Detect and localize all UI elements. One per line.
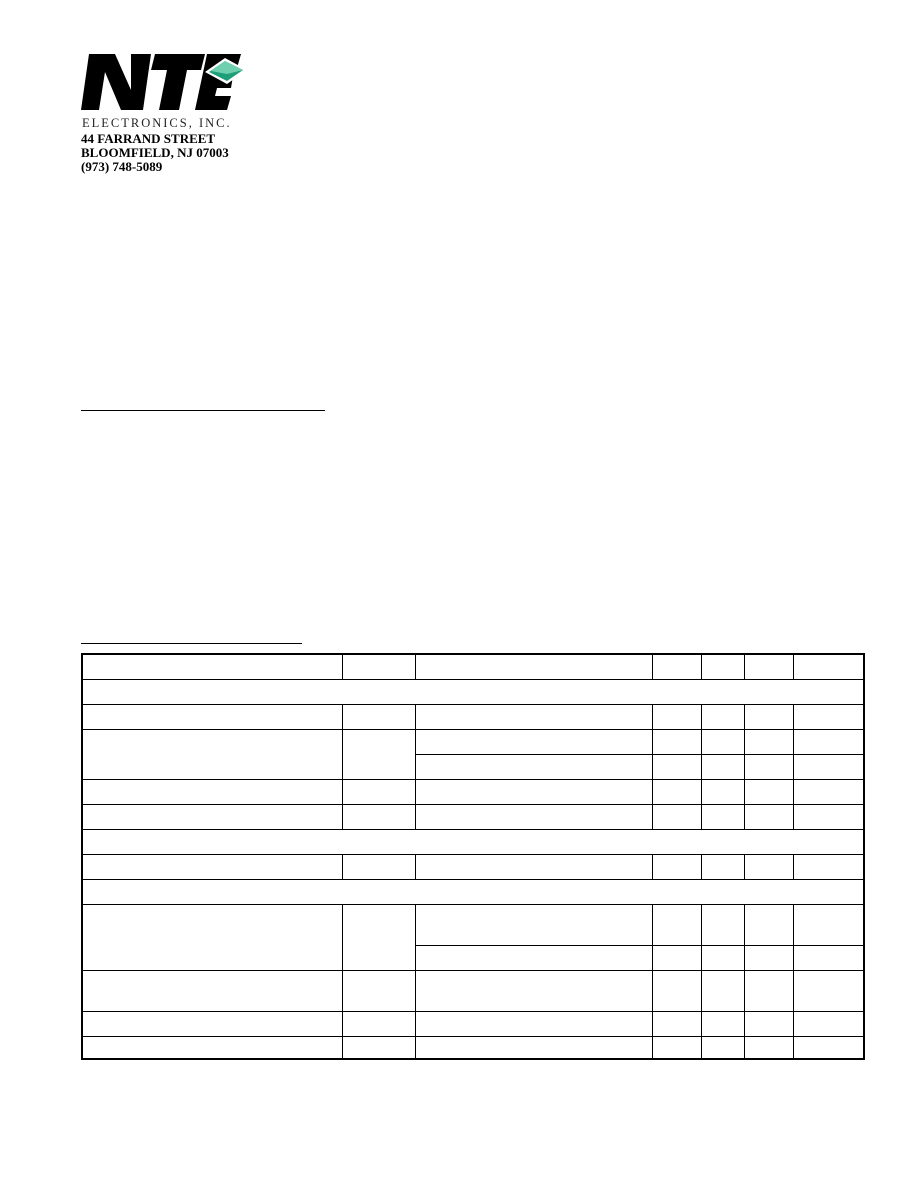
address-phone: (973) 748-5089: [81, 159, 163, 174]
table-header-row: [82, 654, 864, 680]
header-test-conditions: [415, 654, 652, 680]
table-row: [82, 905, 864, 946]
section-row: [82, 880, 864, 905]
section-row: [82, 830, 864, 855]
table-row: [82, 730, 864, 755]
company-name: ELECTRONICS, INC.: [82, 116, 232, 130]
header-typ: [701, 654, 744, 680]
header-max: [744, 654, 793, 680]
table-row: [82, 971, 864, 1012]
table-row: [82, 780, 864, 805]
section-heading-underline: [81, 410, 325, 411]
section-heading-underline: [81, 643, 302, 644]
section-row: [82, 680, 864, 705]
table-row: [82, 805, 864, 830]
table-row: [82, 705, 864, 730]
table-row: [82, 1037, 864, 1060]
header-min: [652, 654, 701, 680]
table-row: [82, 855, 864, 880]
company-address: [81, 132, 229, 174]
header-parameter: [82, 654, 342, 680]
address-city: BLOOMFIELD, NJ 07003: [81, 145, 229, 160]
table-row: [82, 1012, 864, 1037]
header-unit: [793, 654, 864, 680]
electrical-characteristics-table: [81, 653, 865, 1060]
address-street: 44 FARRAND STREET: [81, 131, 216, 146]
header-symbol: [342, 654, 415, 680]
